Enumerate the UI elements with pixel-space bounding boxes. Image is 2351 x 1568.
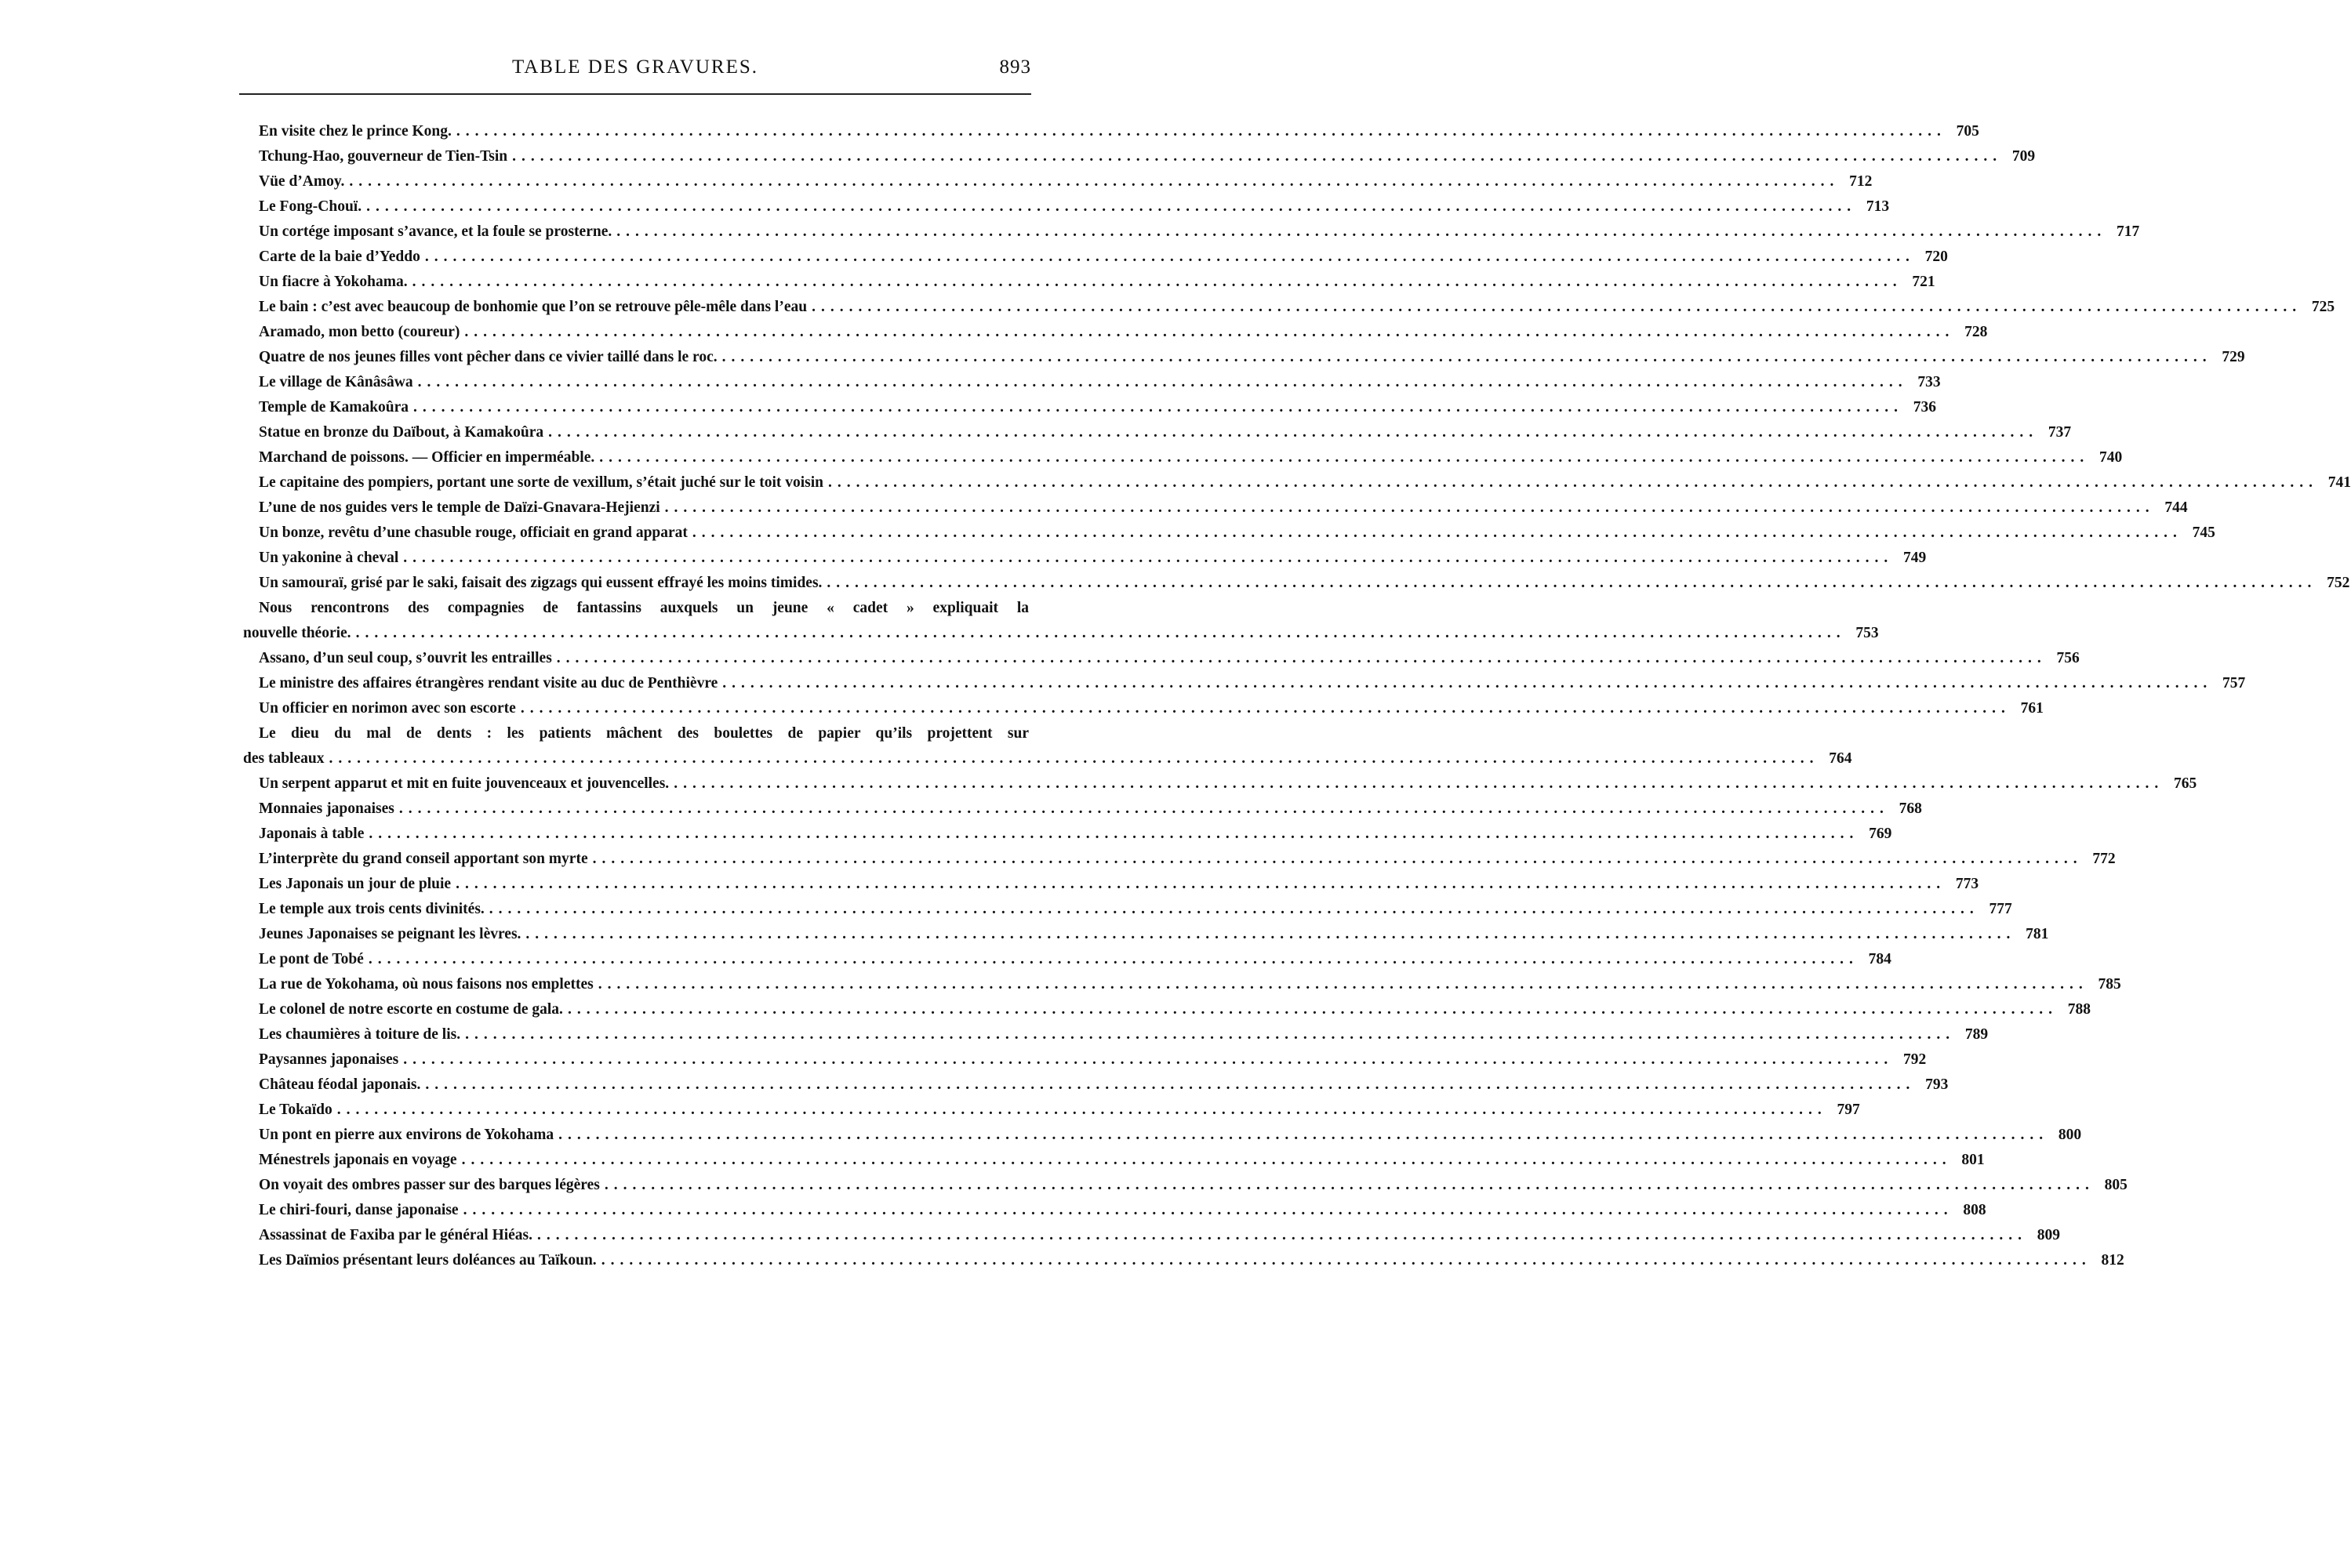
toc-entry-page-number: 729 [2222, 349, 2245, 365]
toc-entry-page-number: 764 [1829, 750, 1852, 767]
toc-entry [243, 420, 2072, 445]
toc-entry-page-number: 740 [2099, 449, 2123, 466]
header-page-number: 893 [999, 56, 1031, 78]
toc-entry [243, 847, 2116, 872]
toc-entry-title: L’interprète du grand conseil apportant son myrte [259, 851, 588, 867]
toc-entry-page-number: 756 [2056, 650, 2080, 666]
toc-entry-page-number: 757 [2222, 675, 2246, 691]
toc-entry-page-number: 705 [1956, 123, 1979, 140]
dot-leader: ................................................................................................................................................................ [413, 399, 1904, 416]
toc-entry-line [243, 370, 1941, 395]
toc-entry [243, 320, 1988, 345]
toc-entry-title: Le bain : c’est avec beaucoup de bonhomie que l’on se retrouve pêle-mêle dans l’eau [259, 299, 808, 315]
toc-entry [243, 1073, 1949, 1098]
toc-entry-line [243, 521, 2215, 546]
toc-entry [243, 1173, 2128, 1198]
toc-entry-title: Jeunes Japonaises se peignant les lèvres. [259, 926, 521, 942]
toc-entry-line [243, 1148, 1985, 1173]
toc-entry-page-number: 737 [2048, 424, 2072, 441]
dot-leader: ................................................................................................................................................................ [369, 826, 1859, 842]
toc-entry-page-number: 772 [2092, 851, 2116, 867]
toc-entry-title: Monnaies japonaises [259, 800, 394, 817]
toc-entry-page-number: 753 [1855, 625, 1879, 641]
toc-entry-line [243, 1123, 2082, 1148]
toc-entry-title: Aramado, mon betto (coureur) [259, 324, 460, 340]
toc-entry-title: Paysannes japonaises [259, 1051, 399, 1068]
toc-entry [243, 270, 1935, 295]
toc-entry [243, 295, 2335, 320]
toc-entry [243, 546, 1927, 571]
toc-entry [243, 596, 1879, 646]
toc-entry-title: Un serpent apparut et mit en fuite jouvenceaux et jouvencelles. [259, 775, 670, 792]
dot-leader: ................................................................................................................................................................ [336, 1102, 1827, 1118]
dot-leader: ................................................................................................................................................................ [417, 374, 1908, 390]
toc-entry-page-number: 800 [2058, 1127, 2082, 1143]
toc-entry-title: Assano, d’un seul coup, s’ouvrit les entrailles [259, 650, 552, 666]
toc-entry-line [243, 1248, 2124, 1273]
toc-entry [243, 997, 2091, 1022]
toc-entry [243, 495, 2188, 521]
toc-entry [243, 1198, 1986, 1223]
toc-entry [243, 1248, 2124, 1273]
toc-entry-title: Château féodal japonais. [259, 1076, 421, 1093]
toc-entry-title: On voyait des ombres passer sur des barques légères [259, 1177, 600, 1193]
dot-leader: ................................................................................................................................................................ [592, 851, 2083, 867]
toc-entry [243, 922, 2049, 947]
dot-leader: ................................................................................................................................................................ [558, 1127, 2049, 1143]
toc-entry [243, 220, 2140, 245]
toc-entry-page-number: 744 [2164, 499, 2188, 516]
toc-entry-page-number: 752 [2327, 575, 2350, 591]
dot-leader: ................................................................................................................................................................ [489, 901, 1979, 917]
toc-entry-line [243, 144, 2036, 169]
toc-entry-page-number: 749 [1902, 550, 1927, 566]
toc-entry-page-number: 808 [1963, 1202, 1986, 1218]
toc-entry [243, 1022, 1989, 1047]
toc-entry [243, 947, 1891, 972]
toc-entry-title: Temple de Kamakoûra [259, 399, 409, 416]
toc-entry-title: nouvelle théorie. [243, 625, 351, 641]
toc-entry-page-number: 805 [2104, 1177, 2128, 1193]
dot-leader: ................................................................................................................................................................ [412, 274, 1902, 290]
dot-leader: ................................................................................................................................................................ [456, 876, 1946, 892]
toc-entry-page-number: 809 [2037, 1227, 2061, 1243]
toc-entry-page-number: 768 [1899, 800, 1922, 817]
toc-entry-page-number: 812 [2101, 1252, 2124, 1269]
dot-leader: ................................................................................................................................................................ [721, 349, 2212, 365]
toc-entry-title: Le village de Kânâsâwa [259, 374, 413, 390]
toc-entry-page-number: 777 [1989, 901, 2012, 917]
toc-entry-page-number: 773 [1955, 876, 1979, 892]
toc-entry-page-number: 789 [1964, 1026, 1989, 1043]
toc-entry-line [243, 295, 2335, 320]
toc-entry-title: Le temple aux trois cents divinités. [259, 901, 485, 917]
toc-entry [243, 1098, 1860, 1123]
dot-leader: ................................................................................................................................................................ [812, 299, 2302, 315]
dot-leader: ................................................................................................................................................................ [674, 775, 2164, 792]
toc-entry [243, 646, 2080, 671]
dot-leader: ................................................................................................................................................................ [463, 1202, 1953, 1218]
toc-entry-line [243, 1223, 2061, 1248]
toc-entry [243, 1148, 1985, 1173]
toc-entry-title: Le colonel de notre escorte en costume de gala. [259, 1001, 563, 1018]
dot-leader: ................................................................................................................................................................ [368, 951, 1859, 967]
dot-leader: ................................................................................................................................................................ [329, 750, 1819, 767]
toc-entry-title: Assassinat de Faxiba par le général Hiéas. [259, 1227, 533, 1243]
toc-entry [243, 1223, 2061, 1248]
toc-entry-page-number: 736 [1913, 399, 1937, 416]
dot-leader: ................................................................................................................................................................ [456, 123, 1946, 140]
toc-entry-title: Un officier en norimon avec son escorte [259, 700, 516, 717]
toc-entry-page-number: 761 [2020, 700, 2044, 717]
toc-entry-line [243, 395, 1937, 420]
toc-entry-line [243, 320, 1988, 345]
toc-entry-page-number: 801 [1961, 1152, 1985, 1168]
toc-entry [243, 1047, 1927, 1073]
toc-entry-page-number: 733 [1917, 374, 1941, 390]
toc-entry-page-number: 721 [1912, 274, 1935, 290]
toc-entry-page-number: 797 [1837, 1102, 1860, 1118]
toc-entry-line [243, 1098, 1860, 1123]
toc-entry-first-line: Le dieu du mal de dents : les patients mâchent des boulettes de papier qu’ils projettent sur [259, 725, 1029, 742]
toc-entry-title: Les chaumières à toiture de lis. [259, 1026, 461, 1043]
toc-entry-title: La rue de Yokohama, où nous faisons nos emplettes [259, 976, 594, 993]
toc-entry-page-number: 788 [2067, 1001, 2091, 1018]
toc-entry-title: Un pont en pierre aux environs de Yokohama [259, 1127, 554, 1143]
toc-entry-line [243, 872, 1979, 897]
toc-entry-title: Japonais à table [259, 826, 365, 842]
toc-entry-title: Le Fong-Chouï. [259, 198, 362, 215]
dot-leader: ................................................................................................................................................................ [355, 625, 1846, 641]
toc-entry [243, 571, 2350, 596]
dot-leader: ................................................................................................................................................................ [828, 474, 2319, 491]
toc-entry-line [243, 546, 1927, 571]
toc-entry [243, 370, 1941, 395]
toc-entry-line [243, 947, 1891, 972]
toc-entry [243, 721, 1852, 771]
toc-entry-line [243, 220, 2140, 245]
dot-leader: ................................................................................................................................................................ [464, 324, 1955, 340]
dot-leader: ................................................................................................................................................................ [548, 424, 2039, 441]
toc-entry-page-number: 712 [1849, 173, 1873, 190]
toc-entry-line [243, 822, 1892, 847]
toc-entry-line [243, 922, 2049, 947]
dot-leader: ................................................................................................................................................................ [556, 650, 2047, 666]
header-rule [239, 93, 1031, 95]
toc-entry-line [243, 897, 2012, 922]
toc-entry-page-number: 709 [2011, 148, 2036, 165]
toc-entry-line [243, 847, 2116, 872]
toc-entry-page-number: 792 [1903, 1051, 1927, 1068]
toc-entry [243, 797, 1922, 822]
toc-entry-title: Tchung-Hao, gouverneur de Tien-Tsin [259, 148, 508, 165]
toc-entry-line [243, 194, 1890, 220]
toc-entry [243, 872, 1979, 897]
dot-leader: ................................................................................................................................................................ [599, 449, 2090, 466]
toc-entry [243, 470, 2351, 495]
toc-entry-title: Un cortége imposant s’avance, et la foule se prosterne. [259, 223, 612, 240]
dot-leader: ................................................................................................................................................................ [425, 1076, 1916, 1093]
toc-entry-title: Un fiacre à Yokohama. [259, 274, 408, 290]
dot-leader: ................................................................................................................................................................ [398, 800, 1889, 817]
toc-entry [243, 245, 1948, 270]
toc-entry-title: Vüe d’Amoy. [259, 173, 345, 190]
dot-leader: ................................................................................................................................................................ [349, 173, 1840, 190]
toc-entry-line [243, 495, 2188, 521]
dot-leader: ................................................................................................................................................................ [403, 550, 1894, 566]
toc-entry-page-number: 781 [2026, 926, 2049, 942]
dot-leader: ................................................................................................................................................................ [664, 499, 2155, 516]
toc-entry-page-number: 725 [2311, 299, 2335, 315]
toc-entry-line [243, 245, 1948, 270]
toc-entry-line [243, 997, 2091, 1022]
toc-entry-line [243, 1173, 2128, 1198]
toc-entry-title: Statue en bronze du Daïbout, à Kamakoûra [259, 424, 544, 441]
toc-entry-line [243, 746, 1852, 771]
toc-entry-line [243, 1073, 1949, 1098]
dot-leader: ................................................................................................................................................................ [525, 926, 2016, 942]
toc-entry-page-number: 765 [2173, 775, 2197, 792]
toc-entry-title: des tableaux [243, 750, 325, 767]
dot-leader: ................................................................................................................................................................ [366, 198, 1857, 215]
toc-entry-title: Le pont de Tobé [259, 951, 364, 967]
toc-entry-line [243, 646, 2080, 671]
toc-entry [243, 671, 2246, 696]
header-title: TABLE DES GRAVURES. [511, 56, 759, 78]
dot-leader: ................................................................................................................................................................ [424, 249, 1915, 265]
toc-entry [243, 822, 1892, 847]
toc-entry-line [243, 797, 1922, 822]
toc-entry-line [243, 1022, 1989, 1047]
table-of-engravings [243, 119, 2351, 1273]
toc-entry-line [243, 972, 2121, 997]
toc-entry-title: Les Japonais un jour de pluie [259, 876, 452, 892]
toc-entry-title: Le Tokaïdo [259, 1102, 332, 1118]
dot-leader: ................................................................................................................................................................ [692, 524, 2182, 541]
toc-entry-title: Marchand de poissons. — Officier en imperméable. [259, 449, 595, 466]
toc-entry-line [243, 169, 1873, 194]
toc-entry-page-number: 793 [1925, 1076, 1949, 1093]
toc-entry [243, 972, 2121, 997]
toc-entry-line [243, 671, 2246, 696]
toc-entry-line [243, 771, 2197, 797]
toc-entry-line [243, 270, 1935, 295]
toc-entry-title: Un samouraï, grisé par le saki, faisait des zigzags qui eussent effrayé les moins timides. [259, 575, 823, 591]
toc-entry-page-number: 720 [1924, 249, 1948, 265]
toc-entry [243, 521, 2215, 546]
dot-leader: ................................................................................................................................................................ [601, 1252, 2091, 1269]
toc-entry-page-number: 728 [1964, 324, 1988, 340]
toc-entry-title: Quatre de nos jeunes filles vont pêcher dans ce vivier taillé dans le roc. [259, 349, 718, 365]
dot-leader: ................................................................................................................................................................ [827, 575, 2317, 591]
dot-leader: ................................................................................................................................................................ [461, 1152, 1952, 1168]
toc-entry-first-line: Nous rencontrons des compagnies de fantassins auxquels un jeune « cadet » expliquait la [259, 600, 1029, 616]
dot-leader: ................................................................................................................................................................ [616, 223, 2107, 240]
dot-leader: ................................................................................................................................................................ [403, 1051, 1894, 1068]
toc-entry [243, 395, 1937, 420]
toc-entry [243, 771, 2197, 797]
toc-entry-title: Les Daïmios présentant leurs doléances au Taïkoun. [259, 1252, 597, 1269]
toc-entry [243, 897, 2012, 922]
toc-entry-line [243, 621, 1879, 646]
toc-entry-page-number: 784 [1868, 951, 1891, 967]
running-header [239, 52, 1031, 86]
toc-entry-title: En visite chez le prince Kong. [259, 123, 452, 140]
toc-entry-page-number: 785 [2098, 976, 2121, 993]
toc-entry-title: Carte de la baie d’Yeddo [259, 249, 420, 265]
dot-leader: ................................................................................................................................................................ [567, 1001, 2058, 1018]
dot-leader: ................................................................................................................................................................ [520, 700, 2011, 717]
toc-entry-title: Ménestrels japonais en voyage [259, 1152, 457, 1168]
toc-entry-line [243, 420, 2072, 445]
toc-entry-page-number: 741 [2327, 474, 2351, 491]
dot-leader: ................................................................................................................................................................ [598, 976, 2088, 993]
toc-entry-line [243, 696, 2044, 721]
toc-entry-title: Le capitaine des pompiers, portant une sorte de vexillum, s’était juché sur le toit voisin [259, 474, 824, 491]
toc-entry-line [243, 1198, 1986, 1223]
toc-entry-title: Un bonze, revêtu d’une chasuble rouge, officiait en grand apparat [259, 524, 688, 541]
toc-entry [243, 169, 1873, 194]
toc-entry-page-number: 769 [1869, 826, 1892, 842]
toc-entry [243, 696, 2044, 721]
dot-leader: ................................................................................................................................................................ [512, 148, 2003, 165]
dot-leader: ................................................................................................................................................................ [465, 1026, 1956, 1043]
toc-entry [243, 144, 2036, 169]
toc-entry-line [243, 119, 1979, 144]
dot-leader: ................................................................................................................................................................ [722, 675, 2213, 691]
toc-entry [243, 119, 1979, 144]
toc-entry-line [243, 470, 2351, 495]
dot-leader: ................................................................................................................................................................ [604, 1177, 2095, 1193]
toc-entry [243, 1123, 2082, 1148]
toc-entry-line [243, 571, 2350, 596]
toc-entry-line [243, 1047, 1927, 1073]
toc-entry-line [243, 445, 2123, 470]
toc-entry [243, 445, 2123, 470]
toc-entry [243, 194, 1890, 220]
toc-entry-line [243, 345, 2245, 370]
toc-entry-page-number: 745 [2192, 524, 2215, 541]
dot-leader: ................................................................................................................................................................ [537, 1227, 2028, 1243]
toc-entry-title: L’une de nos guides vers le temple de Daïzi-Gnavara-Hejienzi [259, 499, 660, 516]
toc-entry-page-number: 717 [2116, 223, 2140, 240]
toc-entry-title: Le ministre des affaires étrangères rendant visite au duc de Penthièvre [259, 675, 718, 691]
toc-entry [243, 345, 2245, 370]
toc-entry-title: Un yakonine à cheval [259, 550, 399, 566]
toc-entry-page-number: 713 [1866, 198, 1890, 215]
toc-entry-title: Le chiri-fouri, danse japonaise [259, 1202, 459, 1218]
